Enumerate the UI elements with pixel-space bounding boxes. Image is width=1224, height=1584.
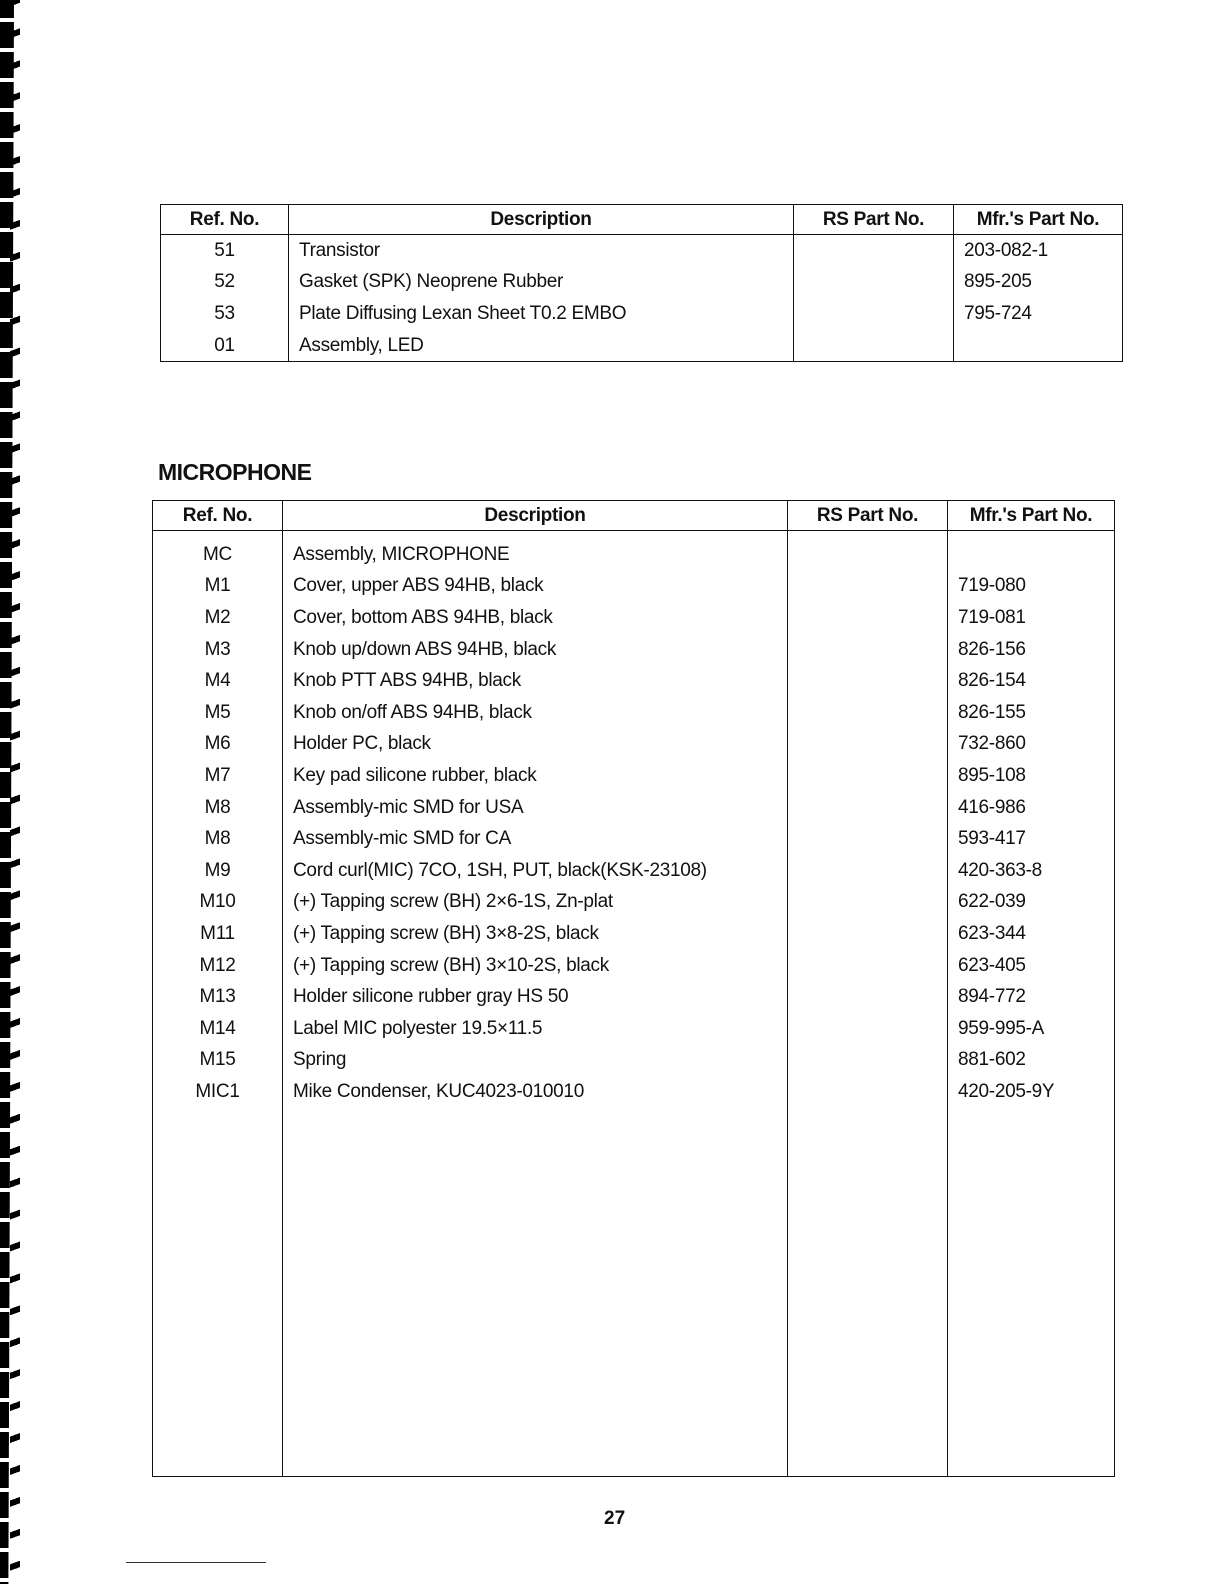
ref-cell: 52 (161, 267, 289, 299)
description-cell: (+) Tapping screw (BH) 3×10-2S, black (283, 950, 788, 982)
rs-part-cell (794, 235, 954, 267)
description-cell: Transistor (289, 235, 794, 267)
rs-part-cell (788, 760, 948, 792)
rs-part-cell (788, 531, 948, 571)
ref-cell: M15 (153, 1045, 283, 1077)
rs-part-cell (788, 571, 948, 603)
binding-edge-shadow (10, 0, 20, 1584)
table-row (153, 823, 1115, 855)
description-cell: Knob up/down ABS 94HB, black (283, 634, 788, 666)
ref-cell: MC (153, 531, 283, 571)
mfr-part-cell: 719-081 (948, 602, 1115, 634)
description-cell: Plate Diffusing Lexan Sheet T0.2 EMBO (289, 298, 794, 330)
rs-part-cell (788, 665, 948, 697)
ref-cell: M4 (153, 665, 283, 697)
ref-cell: M10 (153, 887, 283, 919)
table-row (153, 1013, 1115, 1045)
table-row (153, 602, 1115, 634)
rs-part-cell (794, 267, 954, 299)
table-row (153, 665, 1115, 697)
rs-part-cell (794, 330, 954, 362)
description-cell: Cover, upper ABS 94HB, black (283, 571, 788, 603)
description-cell: (+) Tapping screw (BH) 3×8-2S, black (283, 918, 788, 950)
description-cell: Knob on/off ABS 94HB, black (283, 697, 788, 729)
mfr-part-cell: 894-772 (948, 981, 1115, 1013)
table-row (153, 697, 1115, 729)
rs-part-cell (788, 729, 948, 761)
description-cell: Assembly, MICROPHONE (283, 531, 788, 571)
table-row (153, 1076, 1115, 1108)
mfr-part-cell: 420-205-9Y (948, 1076, 1115, 1108)
rs-part-cell (788, 1045, 948, 1077)
ref-cell: M13 (153, 981, 283, 1013)
table-header-row (161, 205, 1123, 235)
rs-part-cell (788, 918, 948, 950)
header-description: Description (289, 205, 794, 235)
table-row (153, 760, 1115, 792)
ref-cell: M5 (153, 697, 283, 729)
ref-cell: M3 (153, 634, 283, 666)
mfr-part-cell (948, 531, 1115, 571)
description-cell: Assembly-mic SMD for CA (283, 823, 788, 855)
ref-cell: M12 (153, 950, 283, 982)
empty-cell (788, 1108, 948, 1477)
mfr-part-cell: 826-156 (948, 634, 1115, 666)
mfr-part-cell: 623-344 (948, 918, 1115, 950)
mfr-part-cell: 959-995-A (948, 1013, 1115, 1045)
mfr-part-cell: 203-082-1 (954, 235, 1123, 267)
mfr-part-cell: 795-724 (954, 298, 1123, 330)
empty-row-space (153, 1108, 1115, 1477)
empty-cell (153, 1108, 283, 1477)
ref-cell: M9 (153, 855, 283, 887)
empty-cell (948, 1108, 1115, 1477)
mfr-part-cell: 416-986 (948, 792, 1115, 824)
header-rs-part-no: RS Part No. (794, 205, 954, 235)
header-ref-no: Ref. No. (153, 501, 283, 531)
mfr-part-cell: 732-860 (948, 729, 1115, 761)
rs-part-cell (788, 981, 948, 1013)
mfr-part-cell: 826-154 (948, 665, 1115, 697)
table-row (153, 571, 1115, 603)
header-mfr-part-no: Mfr.'s Part No. (948, 501, 1115, 531)
ref-cell: 51 (161, 235, 289, 267)
parts-table-led (160, 204, 1123, 362)
table-row (153, 634, 1115, 666)
description-cell: Mike Condenser, KUC4023-010010 (283, 1076, 788, 1108)
mfr-part-cell: 622-039 (948, 887, 1115, 919)
mfr-part-cell: 895-205 (954, 267, 1123, 299)
header-rs-part-no: RS Part No. (788, 501, 948, 531)
ref-cell: M6 (153, 729, 283, 761)
table-row (161, 330, 1123, 362)
rs-part-cell (788, 887, 948, 919)
header-ref-no: Ref. No. (161, 205, 289, 235)
page-number: 27 (604, 1508, 626, 1529)
description-cell: Holder silicone rubber gray HS 50 (283, 981, 788, 1013)
table-row (153, 855, 1115, 887)
mfr-part-cell: 826-155 (948, 697, 1115, 729)
table-row (153, 729, 1115, 761)
ref-cell: MIC1 (153, 1076, 283, 1108)
ref-cell: M1 (153, 571, 283, 603)
description-cell: Gasket (SPK) Neoprene Rubber (289, 267, 794, 299)
parts-table-microphone (152, 500, 1115, 1477)
table-row (153, 887, 1115, 919)
description-cell: Assembly-mic SMD for USA (283, 792, 788, 824)
description-cell: Cover, bottom ABS 94HB, black (283, 602, 788, 634)
rs-part-cell (788, 855, 948, 887)
description-cell: Spring (283, 1045, 788, 1077)
table-header-row (153, 501, 1115, 531)
mfr-part-cell: 719-080 (948, 571, 1115, 603)
table-row (161, 298, 1123, 330)
table-row (161, 267, 1123, 299)
rs-part-cell (788, 950, 948, 982)
section-title-microphone: MICROPHONE (158, 459, 312, 485)
table-row (153, 981, 1115, 1013)
mfr-part-cell (954, 330, 1123, 362)
table-row (153, 918, 1115, 950)
ref-cell: M8 (153, 823, 283, 855)
rs-part-cell (788, 697, 948, 729)
header-mfr-part-no: Mfr.'s Part No. (954, 205, 1123, 235)
table-row (161, 235, 1123, 267)
description-cell: Label MIC polyester 19.5×11.5 (283, 1013, 788, 1045)
description-cell: Knob PTT ABS 94HB, black (283, 665, 788, 697)
rs-part-cell (788, 634, 948, 666)
mfr-part-cell: 881-602 (948, 1045, 1115, 1077)
rs-part-cell (788, 823, 948, 855)
description-cell: Assembly, LED (289, 330, 794, 362)
header-description: Description (283, 501, 788, 531)
ref-cell: M7 (153, 760, 283, 792)
ref-cell: M14 (153, 1013, 283, 1045)
table-row (153, 1045, 1115, 1077)
rs-part-cell (788, 792, 948, 824)
rs-part-cell (788, 602, 948, 634)
table-row (153, 531, 1115, 571)
rs-part-cell (794, 298, 954, 330)
mfr-part-cell: 420-363-8 (948, 855, 1115, 887)
ref-cell: 53 (161, 298, 289, 330)
mfr-part-cell: 895-108 (948, 760, 1115, 792)
description-cell: Cord curl(MIC) 7CO, 1SH, PUT, black(KSK-23108) (283, 855, 788, 887)
ref-cell: M2 (153, 602, 283, 634)
mfr-part-cell: 593-417 (948, 823, 1115, 855)
table-row (153, 950, 1115, 982)
rs-part-cell (788, 1013, 948, 1045)
mfr-part-cell: 623-405 (948, 950, 1115, 982)
ref-cell: M8 (153, 792, 283, 824)
ref-cell: M11 (153, 918, 283, 950)
ref-cell: 01 (161, 330, 289, 362)
footer-rule (126, 1562, 266, 1563)
empty-cell (283, 1108, 788, 1477)
description-cell: Key pad silicone rubber, black (283, 760, 788, 792)
description-cell: Holder PC, black (283, 729, 788, 761)
description-cell: (+) Tapping screw (BH) 2×6-1S, Zn-plat (283, 887, 788, 919)
table-row (153, 792, 1115, 824)
rs-part-cell (788, 1076, 948, 1108)
